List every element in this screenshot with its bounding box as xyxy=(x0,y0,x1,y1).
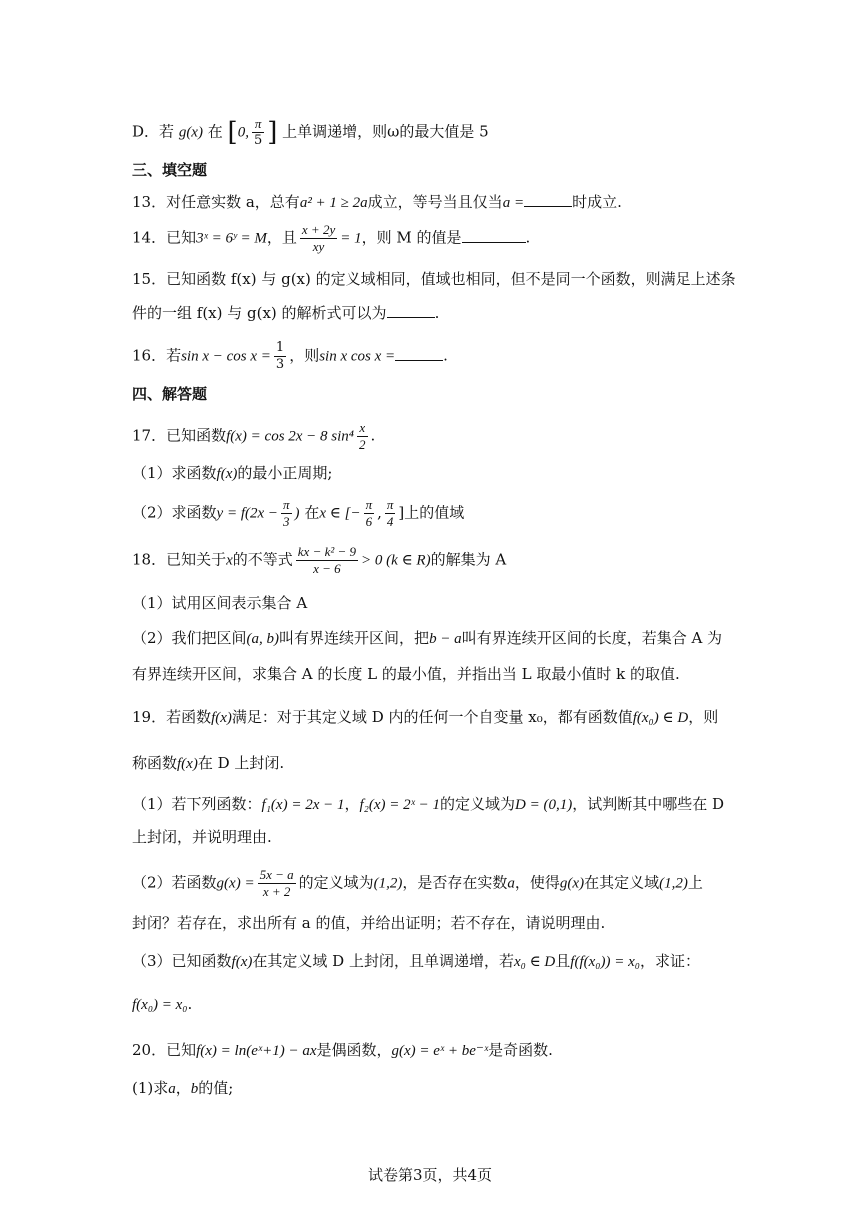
question-18: 18．已知关于x的不等式 $\frac{\text{kx − k² − 9}}{x - 6}$ > 0 (k ∈ R)的解集为 A xyxy=(132,544,507,576)
question-13: 13．对任意实数 a，总有a² + 1 ≥ 2a成立，等号当且仅当a = 时成立. xyxy=(132,193,622,211)
question-15-line1: 15．已知函数 f(x) 与 g(x) 的定义域相同，值域也相同，但不是同一个函数，则满足上述条 xyxy=(132,270,736,288)
question-19-part2-cont: 封闭？若存在，求出所有 a 的值，并给出证明；若不存在，请说明理由. xyxy=(132,914,606,932)
question-20-part1: (1)求a，b的值; xyxy=(132,1079,234,1097)
question-14: 14．已知3ˣ = 6ʸ = M，且 $\frac{x + 2y}{xy}$ = 1，则 M 的值是 . xyxy=(132,222,531,254)
answer-blank-16 xyxy=(395,346,443,361)
question-15-line2: 件的一组 f(x) 与 g(x) 的解析式可以为 . xyxy=(132,304,440,322)
question-17: 17．已知函数f(x) = cos 2x − 8 sin⁴ $\frac{x}{2}$ . xyxy=(132,420,376,452)
question-20: 20．已知f(x) = ln(eˣ+1) − ax是偶函数，g(x) = eˣ + be⁻ˣ是奇函数. xyxy=(132,1041,553,1059)
question-19-part2: （2）若函数g(x) = $\frac{5x - a}{x + 2}$ 的定义域为(1,2)，是否存在实数a，使得g(x)在其定义域(1,2)上 xyxy=(132,867,703,899)
section-fill-in: 三、填空题 xyxy=(132,161,208,179)
question-18-part2: （2）我们把区间(a, b)叫有界连续开区间，把b − a叫有界连续开区间的长度，若集合 A 为 xyxy=(132,629,723,647)
section-solutions: 四、解答题 xyxy=(132,385,208,403)
question-17-part1: （1）求函数f(x)的最小正周期; xyxy=(132,464,333,482)
question-19: 19．若函数f(x)满足：对于其定义域 D 内的任何一个自变量 x₀，都有函数值f(x₀) ∈ D，则 xyxy=(132,708,719,726)
answer-blank-13 xyxy=(524,192,572,207)
page-footer: 试卷第3页，共4页 xyxy=(367,1166,493,1184)
question-18-part2-cont: 有界连续开区间，求集合 A 的长度 L 的最小值，并指出当 L 取最小值时 k 的取值. xyxy=(132,665,680,683)
question-19-part3-cont: f(x₀) = x₀. xyxy=(132,995,193,1013)
question-19-part3: （3）已知函数f(x)在其定义域 D 上封闭，且单调递增，若x₀ ∈ D且f(f(x₀)) = x₀，求证： xyxy=(132,952,700,970)
option-d: D．若 g(x) 在 [0, $\frac{\pi}{5}$ ] 上单调递增，则ω的最大值是 5 xyxy=(132,116,489,148)
question-18-part1: （1）试用区间表示集合 A xyxy=(132,594,308,612)
question-19-part1: （1）若下列函数：f₁(x) = 2x − 1，f₂(x) = 2ˣ − 1的定义域为D = (0,1)，试判断其中哪些在 D xyxy=(132,795,725,813)
question-19-part1-cont: 上封闭，并说明理由. xyxy=(132,828,272,846)
answer-blank-15 xyxy=(387,303,435,318)
question-19-cont: 称函数f(x)在 D 上封闭. xyxy=(132,754,285,772)
question-16: 16．若sin x − cos x = $\frac{1}{3}$ ，则sin x cos x = . xyxy=(132,340,448,372)
answer-blank-14 xyxy=(462,228,526,243)
question-17-part2: （2）求函数y = f(2x − $\frac{\pi}{3}$ ) 在x ∈ [− $\frac{\pi}{6}$ , $\frac{\pi}{4}$ ]上的值域 xyxy=(132,497,465,529)
